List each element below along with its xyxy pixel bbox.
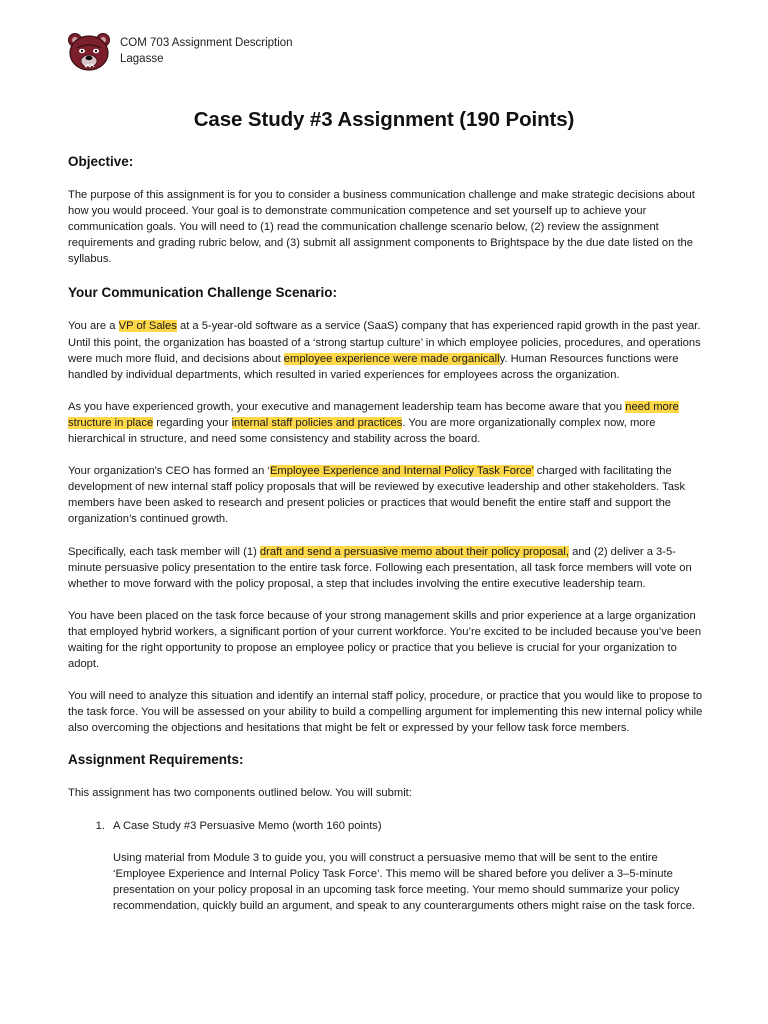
document-body xyxy=(68,154,704,914)
highlight-internal-policies: internal staff policies and practices xyxy=(231,416,403,429)
list-item-description: Using material from Module 3 to guide you, you will construct a persuasive memo that will be sent to the entire ‘Employee Experience and Internal Policy Task Force’. This memo will be shared before you deliver a 3–5-minute presentation on your policy proposal in an upcoming task force meeting. Your memo should summarize your policy recommendation, quickly build an argument, and speak to any counterarguments others might raise on the task force. xyxy=(113,851,696,912)
highlight-need-more-structure: need more structure in place xyxy=(68,400,679,429)
requirements-heading: Assignment Requirements: xyxy=(68,752,244,768)
scenario-paragraph-1: You are a VP of Sales at a 5-year-old software as a service (SaaS) company that has experienced rapid growth in the past year. Until this point, the organization has boasted of a ‘strong startup culture’ in which employee policies, procedures, and operations were much more fluid, and decisions about employee experience were made organically. Human Resources functions were handled by individual departments, which resulted in varied experiences for employees across the organization. xyxy=(68,320,701,381)
page-title: Case Study #3 Assignment (190 Points) xyxy=(193,108,575,131)
scenario-paragraph-5: You have been placed on the task force because of your strong management skills and prior experience at a large organization that employed hybrid workers, a significant portion of your current workforce. You’re excited to be included because you’ve been waiting for the right opportunity to propose an employee policy or practice that you believe is crucial for your organization to adopt. xyxy=(68,609,702,671)
highlight-persuasive-memo: draft and send a persuasive memo about their policy proposal, xyxy=(259,545,569,558)
instructor-line: Lagasse xyxy=(120,53,164,65)
document-header xyxy=(67,32,293,72)
list-item-number: 1. xyxy=(95,819,105,832)
objective-paragraph: The purpose of this assignment is for you to consider a business communication challenge and make strategic decisions about how you would proceed. Your goal is to demonstrate communication competence and set yourself up to achieve your communication goals. You will need to (1) read the communication challenge scenario below, (2) review the assignment requirements and grading rubric below, and (3) submit all assignment components to Brightspace by the due date listed on the syllabus. xyxy=(68,189,695,266)
highlight-employee-experience: employee experience were made organicall xyxy=(283,352,500,365)
scenario-paragraph-4: Specifically, each task member will (1) draft and send a persuasive memo about their policy proposal, and (2) deliver a 3-5-minute persuasive policy presentation to the entire task force. Following each presentation, all task force members will vote on whether to move forward with the policy proposal, a step that includes involving the entire executive leadership team. xyxy=(68,545,692,590)
highlight-task-force: Employee Experience and Internal Policy Task Force’ xyxy=(269,465,534,478)
objective-heading: Objective: xyxy=(68,154,134,169)
scenario-heading: Your Communication Challenge Scenario: xyxy=(68,285,338,301)
course-line: COM 703 Assignment Description xyxy=(120,37,293,49)
requirements-intro: This assignment has two components outlined below. You will submit: xyxy=(68,787,412,800)
requirements-list xyxy=(68,818,704,914)
highlight-vp-of-sales: VP of Sales xyxy=(118,320,177,333)
scenario-paragraph-2: As you have experienced growth, your executive and management leadership team has become aware that you need more structure in place regarding your internal staff policies and practices. You are more organizationally complex now, more hierarchical in structure, and need some consistency and stability across the board. xyxy=(68,400,679,446)
scenario-paragraph-6: You will need to analyze this situation and identify an internal staff policy, procedure, or practice that you would like to propose to the task force. You will be assessed on your ability to build a compelling argument for implementing this new internal policy while also overcoming the objections and hesitations that might be felt or expressed by your fellow task force members. xyxy=(68,690,703,735)
bear-head-logo-icon xyxy=(67,32,111,72)
list-item xyxy=(68,818,704,914)
scenario-paragraph-3: Your organization's CEO has formed an ‘Employee Experience and Internal Policy Task Force’ charged with facilitating the development of new internal staff policy proposals that will be reviewed by executive leadership and other stakeholders. Task members have been asked to research and present policies or practices that would benefit the entire staff and support the organization’s continued growth. xyxy=(68,465,686,526)
list-item-title: A Case Study #3 Persuasive Memo (worth 160 points) xyxy=(113,819,382,832)
